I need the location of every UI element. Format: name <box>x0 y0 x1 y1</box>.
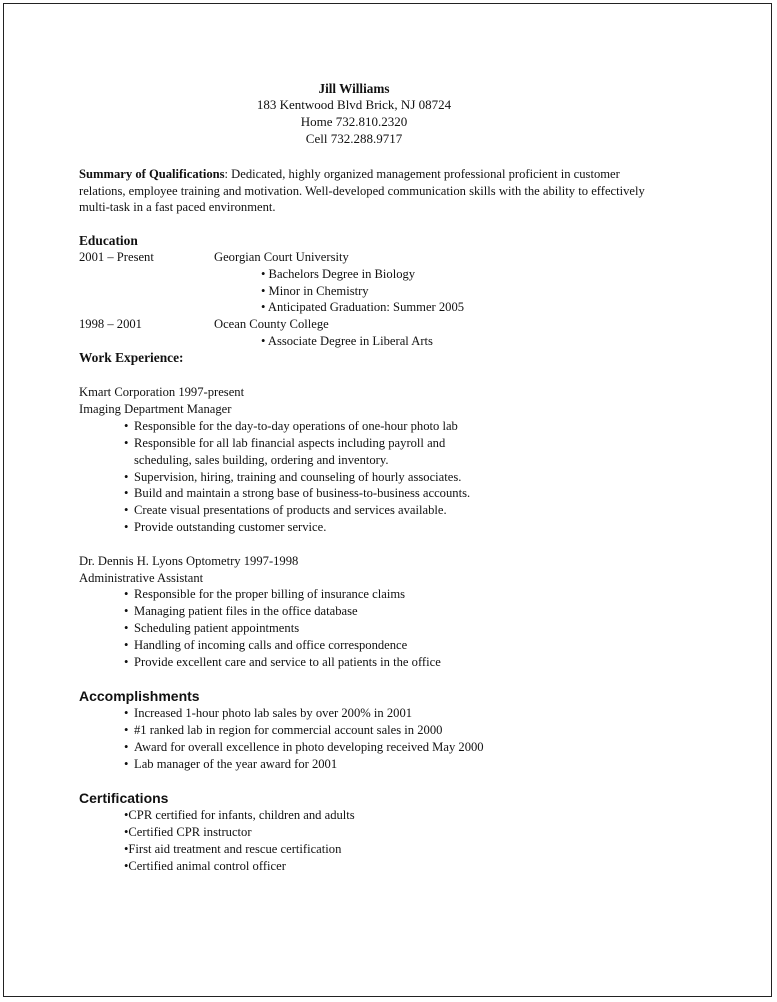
summary-text-1: : Dedicated, highly organized management professional proficient in customer <box>224 167 620 181</box>
certification-item: •CPR certified for infants, children and adults <box>124 808 355 822</box>
job-bullet: • Build and maintain a strong base of business-to-business accounts. <box>124 486 471 500</box>
accomplishment-item: • Lab manager of the year award for 2001 <box>124 757 338 771</box>
job-title-1: Imaging Department Manager <box>79 402 232 416</box>
job-bullet: • Responsible for the day-to-day operations of one-hour photo lab <box>124 419 458 433</box>
job-employer-1: Kmart Corporation 1997-present <box>79 385 245 399</box>
applicant-address: 183 Kentwood Blvd Brick, NJ 08724 <box>256 97 452 112</box>
certification-item: •Certified animal control officer <box>124 859 286 873</box>
accomplishment-item: • #1 ranked lab in region for commercial account sales in 2000 <box>124 723 443 737</box>
accomplishment-item: • Award for overall excellence in photo developing received May 2000 <box>124 740 484 754</box>
accomplishments-heading: Accomplishments <box>79 688 200 704</box>
certification-item: •First aid treatment and rescue certification <box>124 842 342 856</box>
job-bullet: • Scheduling patient appointments <box>124 621 300 635</box>
education-school-2: Ocean County College <box>214 317 329 331</box>
education-item: • Anticipated Graduation: Summer 2005 <box>261 300 465 314</box>
job-employer-2: Dr. Dennis H. Lyons Optometry 1997-1998 <box>79 554 299 568</box>
certification-item: •Certified CPR instructor <box>124 825 252 839</box>
job-bullet: • Supervision, hiring, training and counseling of hourly associates. <box>124 470 462 484</box>
cell-phone: Cell 732.288.9717 <box>305 131 403 146</box>
summary-line-3: multi-task in a fast paced environment. <box>79 200 276 214</box>
summary-label: Summary of Qualifications <box>79 167 225 181</box>
job-bullet: • Provide excellent care and service to all patients in the office <box>124 655 441 669</box>
job-bullet: • Provide outstanding customer service. <box>124 520 327 534</box>
summary-line-2: relations, employee training and motivation. Well-developed communication skills with the ability to effectively <box>79 184 645 198</box>
job-bullet: • Managing patient files in the office database <box>124 604 358 618</box>
job-bullet: • Responsible for all lab financial aspects including payroll and <box>124 436 446 450</box>
applicant-name: Jill Williams <box>318 81 390 96</box>
work-experience-heading: Work Experience: <box>79 350 184 365</box>
certifications-heading: Certifications <box>79 790 169 806</box>
job-title-2: Administrative Assistant <box>79 571 204 585</box>
job-bullet: • Handling of incoming calls and office correspondence <box>124 638 408 652</box>
summary-line-1 <box>79 166 620 183</box>
education-heading: Education <box>79 233 138 248</box>
resume-page <box>3 3 772 997</box>
job-bullet: • Create visual presentations of products and services available. <box>124 503 447 517</box>
home-phone: Home 732.810.2320 <box>300 114 408 129</box>
education-item: • Minor in Chemistry <box>261 284 369 298</box>
accomplishment-item: • Increased 1-hour photo lab sales by over 200% in 2001 <box>124 706 413 720</box>
education-item: • Bachelors Degree in Biology <box>261 267 416 281</box>
education-dates-2: 1998 – 2001 <box>79 317 142 331</box>
education-item: • Associate Degree in Liberal Arts <box>261 334 433 348</box>
job-bullet-continuation: scheduling, sales building, ordering and inventory. <box>134 453 389 467</box>
job-bullet: • Responsible for the proper billing of insurance claims <box>124 587 406 601</box>
education-dates-1: 2001 – Present <box>79 250 154 264</box>
education-school-1: Georgian Court University <box>214 250 349 264</box>
